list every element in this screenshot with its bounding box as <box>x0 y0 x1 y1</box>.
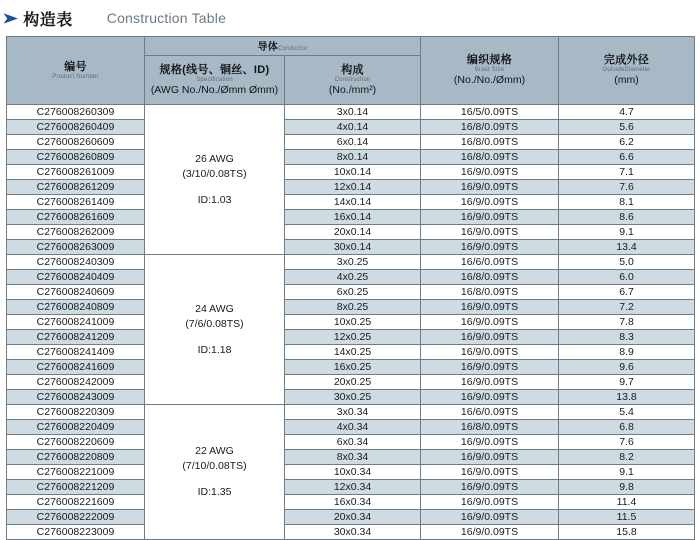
cell-braid-size: 16/6/0.09TS <box>421 405 559 420</box>
cell-outside-diameter: 9.7 <box>559 375 695 390</box>
cell-product-number: C276008260309 <box>7 105 145 120</box>
table-row <box>7 420 695 435</box>
cell-outside-diameter: 9.1 <box>559 465 695 480</box>
page-title: 构造表 <box>23 11 73 29</box>
cell-braid-size: 16/9/0.09TS <box>421 225 559 240</box>
cell-construction: 20x0.14 <box>285 225 421 240</box>
cell-specification <box>145 255 285 405</box>
cell-construction: 20x0.25 <box>285 375 421 390</box>
cell-product-number: C276008222009 <box>7 510 145 525</box>
cell-braid-size: 16/9/0.09TS <box>421 390 559 405</box>
cell-product-number: C276008260409 <box>7 120 145 135</box>
cell-braid-size: 16/6/0.09TS <box>421 255 559 270</box>
cell-construction: 8x0.14 <box>285 150 421 165</box>
cell-construction: 12x0.34 <box>285 480 421 495</box>
column-header-conductor-group <box>145 37 421 56</box>
cell-product-number: C276008220409 <box>7 420 145 435</box>
construction-table-wrapper <box>0 36 700 540</box>
cell-construction: 4x0.25 <box>285 270 421 285</box>
cell-braid-size: 16/8/0.09TS <box>421 270 559 285</box>
column-header-specification <box>145 56 285 105</box>
cell-product-number: C276008241009 <box>7 315 145 330</box>
cell-braid-size: 16/9/0.09TS <box>421 480 559 495</box>
column-header-product-number <box>7 37 145 105</box>
cell-product-number: C276008241609 <box>7 360 145 375</box>
cell-product-number: C276008241209 <box>7 330 145 345</box>
cell-product-number: C276008240609 <box>7 285 145 300</box>
cell-construction: 10x0.14 <box>285 165 421 180</box>
specification-spacer <box>145 474 284 485</box>
cell-specification <box>145 405 285 540</box>
specification-strands: (7/10/0.08TS) <box>182 460 247 472</box>
table-row <box>7 330 695 345</box>
cell-outside-diameter: 7.2 <box>559 300 695 315</box>
cell-construction: 16x0.25 <box>285 360 421 375</box>
cell-product-number: C276008263009 <box>7 240 145 255</box>
cell-outside-diameter: 6.2 <box>559 135 695 150</box>
column-header-braid-size-cn: 编织规格 <box>466 54 513 66</box>
cell-product-number: C276008240409 <box>7 270 145 285</box>
cell-braid-size: 16/9/0.09TS <box>421 345 559 360</box>
cell-outside-diameter: 8.1 <box>559 195 695 210</box>
specification-id: ID:1.18 <box>197 343 232 356</box>
specification-strands: (7/6/0.08TS) <box>185 317 244 330</box>
cell-construction: 6x0.25 <box>285 285 421 300</box>
cell-braid-size: 16/9/0.09TS <box>421 525 559 540</box>
cell-product-number: C276008220809 <box>7 450 145 465</box>
cell-construction: 8x0.34 <box>285 450 421 465</box>
cell-outside-diameter: 7.8 <box>559 315 695 330</box>
column-header-braid-size <box>421 37 559 105</box>
cell-braid-size: 16/8/0.09TS <box>421 135 559 150</box>
table-row <box>7 360 695 375</box>
table-header-group-row <box>7 37 695 56</box>
cell-construction: 3x0.25 <box>285 255 421 270</box>
chevron-right-icon: ➤ <box>1 8 20 28</box>
specification-spacer <box>145 332 284 343</box>
table-row <box>7 480 695 495</box>
cell-product-number: C276008221009 <box>7 465 145 480</box>
cell-outside-diameter: 8.2 <box>559 450 695 465</box>
cell-outside-diameter: 9.1 <box>559 225 695 240</box>
cell-outside-diameter: 11.5 <box>559 510 695 525</box>
cell-construction: 14x0.25 <box>285 345 421 360</box>
cell-product-number: C276008220309 <box>7 405 145 420</box>
cell-construction: 12x0.25 <box>285 330 421 345</box>
column-header-outside-diameter-unit: (mm) <box>614 74 639 86</box>
cell-outside-diameter: 5.4 <box>559 405 695 420</box>
cell-outside-diameter: 9.6 <box>559 360 695 375</box>
cell-braid-size: 16/9/0.09TS <box>421 495 559 510</box>
table-row <box>7 165 695 180</box>
cell-braid-size: 16/9/0.09TS <box>421 210 559 225</box>
cell-braid-size: 16/9/0.09TS <box>421 300 559 315</box>
column-header-outside-diameter <box>559 37 695 105</box>
cell-outside-diameter: 13.4 <box>559 240 695 255</box>
cell-product-number: C276008220609 <box>7 435 145 450</box>
table-row <box>7 525 695 540</box>
specification-spacer <box>145 182 284 193</box>
column-header-product-number-cn: 编号 <box>64 60 87 73</box>
cell-construction: 10x0.34 <box>285 465 421 480</box>
cell-outside-diameter: 11.4 <box>559 495 695 510</box>
cell-construction: 20x0.34 <box>285 510 421 525</box>
cell-braid-size: 16/9/0.09TS <box>421 240 559 255</box>
cell-outside-diameter: 15.8 <box>559 525 695 540</box>
cell-outside-diameter: 5.0 <box>559 255 695 270</box>
cell-outside-diameter: 7.6 <box>559 180 695 195</box>
cell-product-number: C276008261609 <box>7 210 145 225</box>
cell-braid-size: 16/8/0.09TS <box>421 150 559 165</box>
column-header-outside-diameter-cn: 完成外径 <box>603 54 650 66</box>
cell-construction: 30x0.34 <box>285 525 421 540</box>
cell-construction: 3x0.14 <box>285 105 421 120</box>
table-row <box>7 135 695 150</box>
cell-braid-size: 16/9/0.09TS <box>421 435 559 450</box>
cell-product-number: C276008262009 <box>7 225 145 240</box>
cell-braid-size: 16/9/0.09TS <box>421 330 559 345</box>
table-row <box>7 240 695 255</box>
cell-outside-diameter: 6.6 <box>559 150 695 165</box>
cell-outside-diameter: 9.8 <box>559 480 695 495</box>
cell-outside-diameter: 7.1 <box>559 165 695 180</box>
cell-construction: 6x0.14 <box>285 135 421 150</box>
cell-product-number: C276008242009 <box>7 375 145 390</box>
cell-outside-diameter: 8.9 <box>559 345 695 360</box>
table-row <box>7 510 695 525</box>
table-row <box>7 105 695 120</box>
cell-product-number: C276008240309 <box>7 255 145 270</box>
cell-braid-size: 16/8/0.09TS <box>421 420 559 435</box>
cell-outside-diameter: 5.6 <box>559 120 695 135</box>
column-header-conductor-en: Conductor <box>278 46 308 52</box>
cell-outside-diameter: 6.0 <box>559 270 695 285</box>
cell-braid-size: 16/8/0.09TS <box>421 120 559 135</box>
table-row <box>7 465 695 480</box>
table-row <box>7 270 695 285</box>
table-row <box>7 210 695 225</box>
cell-braid-size: 16/9/0.09TS <box>421 195 559 210</box>
cell-construction: 16x0.34 <box>285 495 421 510</box>
cell-product-number: C276008261209 <box>7 180 145 195</box>
cell-product-number: C276008240809 <box>7 300 145 315</box>
cell-braid-size: 16/9/0.09TS <box>421 465 559 480</box>
table-row <box>7 300 695 315</box>
cell-outside-diameter: 8.3 <box>559 330 695 345</box>
table-header <box>7 37 695 105</box>
cell-braid-size: 16/9/0.09TS <box>421 450 559 465</box>
specification-strands: (3/10/0.08TS) <box>182 167 247 180</box>
cell-product-number: C276008261009 <box>7 165 145 180</box>
cell-braid-size: 16/9/0.09TS <box>421 315 559 330</box>
table-row <box>7 150 695 165</box>
table-row <box>7 450 695 465</box>
table-row <box>7 435 695 450</box>
specification-id: ID:1.03 <box>197 193 232 206</box>
cell-braid-size: 16/5/0.09TS <box>421 105 559 120</box>
specification-awg: 26 AWG <box>195 152 234 165</box>
cell-outside-diameter: 6.8 <box>559 420 695 435</box>
specification-id: ID:1.35 <box>197 486 232 498</box>
cell-construction: 4x0.34 <box>285 420 421 435</box>
cell-outside-diameter: 8.6 <box>559 210 695 225</box>
column-header-specification-unit: (AWG No./No./Ømm Ømm) <box>150 83 279 96</box>
column-header-specification-en: Specification <box>196 76 233 83</box>
table-row <box>7 180 695 195</box>
cell-construction: 4x0.14 <box>285 120 421 135</box>
column-header-outside-diameter-en: OutsideDiameter <box>602 67 651 73</box>
table-row <box>7 285 695 300</box>
column-header-braid-size-unit: (No./No./Ømm) <box>453 74 526 86</box>
column-header-construction-unit: (No./mm²) <box>328 83 377 96</box>
cell-construction: 3x0.34 <box>285 405 421 420</box>
table-row <box>7 195 695 210</box>
table-body <box>7 105 695 540</box>
cell-product-number: C276008260809 <box>7 150 145 165</box>
cell-product-number: C276008221209 <box>7 480 145 495</box>
table-row <box>7 120 695 135</box>
cell-construction: 8x0.25 <box>285 300 421 315</box>
cell-product-number: C276008243009 <box>7 390 145 405</box>
cell-outside-diameter: 6.7 <box>559 285 695 300</box>
table-row <box>7 225 695 240</box>
page-title-english: Construction Table <box>106 10 227 26</box>
column-header-construction-cn: 构成 <box>341 63 364 76</box>
cell-product-number: C276008261409 <box>7 195 145 210</box>
column-header-construction <box>285 56 421 105</box>
column-header-braid-size-en: Braid Size <box>474 67 505 73</box>
cell-outside-diameter: 4.7 <box>559 105 695 120</box>
column-header-conductor-cn: 导体 <box>257 42 279 53</box>
specification-awg: 24 AWG <box>195 302 234 315</box>
cell-outside-diameter: 7.6 <box>559 435 695 450</box>
cell-construction: 10x0.25 <box>285 315 421 330</box>
cell-construction: 30x0.14 <box>285 240 421 255</box>
cell-construction: 30x0.25 <box>285 390 421 405</box>
construction-table <box>6 36 695 540</box>
table-row <box>7 375 695 390</box>
page-title-bar <box>0 0 700 36</box>
cell-braid-size: 16/9/0.09TS <box>421 360 559 375</box>
cell-construction: 12x0.14 <box>285 180 421 195</box>
cell-construction: 16x0.14 <box>285 210 421 225</box>
table-row <box>7 345 695 360</box>
cell-product-number: C276008223009 <box>7 525 145 540</box>
table-row <box>7 255 695 270</box>
column-header-specification-cn: 规格(线号、铜丝、ID) <box>159 63 270 76</box>
cell-braid-size: 16/9/0.09TS <box>421 375 559 390</box>
specification-awg: 22 AWG <box>195 445 234 457</box>
column-header-construction-en: Construction <box>334 76 371 83</box>
cell-construction: 14x0.14 <box>285 195 421 210</box>
cell-specification <box>145 105 285 255</box>
column-header-product-number-en: Product Number <box>52 73 99 80</box>
cell-outside-diameter: 13.8 <box>559 390 695 405</box>
table-row <box>7 405 695 420</box>
cell-braid-size: 16/9/0.09TS <box>421 165 559 180</box>
cell-braid-size: 16/9/0.09TS <box>421 510 559 525</box>
cell-product-number: C276008260609 <box>7 135 145 150</box>
cell-braid-size: 16/9/0.09TS <box>421 180 559 195</box>
cell-construction: 6x0.34 <box>285 435 421 450</box>
table-row <box>7 315 695 330</box>
cell-product-number: C276008221609 <box>7 495 145 510</box>
table-row <box>7 495 695 510</box>
cell-braid-size: 16/8/0.09TS <box>421 285 559 300</box>
table-row <box>7 390 695 405</box>
cell-product-number: C276008241409 <box>7 345 145 360</box>
